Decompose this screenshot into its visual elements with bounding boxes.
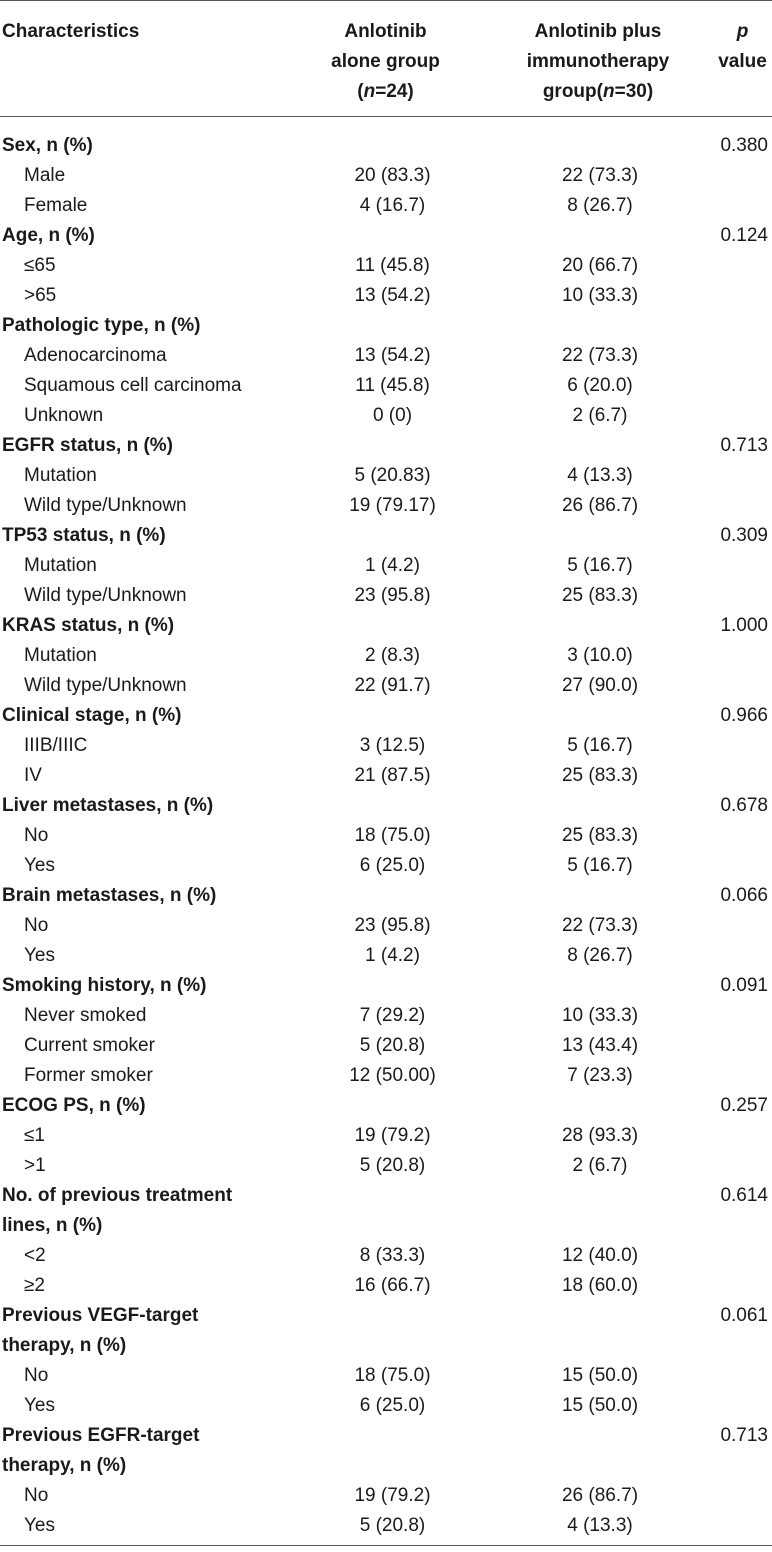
p-value: 0.713 xyxy=(720,1424,768,1446)
p-value xyxy=(713,851,772,881)
row-label: Wild type/Unknown xyxy=(24,674,187,696)
header-row xyxy=(0,1,772,116)
anlotinib-alone-value xyxy=(288,791,483,821)
table-row xyxy=(0,761,772,791)
row-label: Yes xyxy=(24,854,55,876)
anlotinib-plus-value: 6 (20.0) xyxy=(567,374,633,396)
anlotinib-alone-value xyxy=(288,1451,483,1481)
p-value xyxy=(713,641,772,671)
anlotinib-plus-value: 10 (33.3) xyxy=(561,284,639,306)
section-row xyxy=(0,791,772,821)
table-header xyxy=(0,1,772,116)
p-value xyxy=(713,1481,772,1511)
table-row xyxy=(0,191,772,221)
section-row xyxy=(0,1301,772,1331)
row-label: Unknown xyxy=(24,404,104,426)
row-label: ≤65 xyxy=(24,254,56,276)
anlotinib-plus-value: 7 (23.3) xyxy=(567,1064,633,1086)
anlotinib-alone-value xyxy=(288,221,483,251)
anlotinib-plus-value xyxy=(483,221,713,251)
table-row xyxy=(0,581,772,611)
anlotinib-plus-value: 25 (83.3) xyxy=(561,824,639,846)
row-label: Female xyxy=(24,194,88,216)
anlotinib-alone-value: 19 (79.2) xyxy=(354,1124,431,1146)
p-value: 0.309 xyxy=(720,524,768,546)
anlotinib-plus-value: 2 (6.7) xyxy=(572,404,628,426)
section-row xyxy=(0,521,772,551)
anlotinib-plus-value: 26 (86.7) xyxy=(561,1484,639,1506)
table-row xyxy=(0,401,772,431)
anlotinib-alone-value xyxy=(288,1091,483,1121)
row-label: Age, n (%) xyxy=(2,224,95,246)
anlotinib-alone-value: 18 (75.0) xyxy=(354,1364,431,1386)
table-body xyxy=(0,116,772,1545)
anlotinib-alone-value: 5 (20.8) xyxy=(359,1034,426,1056)
anlotinib-alone-value xyxy=(288,1421,483,1451)
table-row xyxy=(0,911,772,941)
table-row xyxy=(0,641,772,671)
p-value xyxy=(713,251,772,281)
p-value xyxy=(713,551,772,581)
p-value: 0.678 xyxy=(720,794,768,816)
row-label: ≤1 xyxy=(24,1124,45,1146)
anlotinib-plus-value xyxy=(483,971,713,1001)
row-label: Previous EGFR-target xyxy=(2,1424,200,1446)
anlotinib-plus-value: 2 (6.7) xyxy=(572,1154,628,1176)
anlotinib-alone-value xyxy=(288,431,483,461)
section-row xyxy=(0,701,772,731)
anlotinib-alone-value xyxy=(288,701,483,731)
p-value xyxy=(713,1151,772,1181)
section-row xyxy=(0,881,772,911)
p-value: 0.380 xyxy=(720,134,768,156)
p-value xyxy=(713,1121,772,1151)
row-label: Squamous cell carcinoma xyxy=(24,374,242,396)
anlotinib-alone-value xyxy=(288,1211,483,1241)
row-label: TP53 status, n (%) xyxy=(2,524,166,546)
section-row xyxy=(0,611,772,641)
p-value xyxy=(713,1271,772,1301)
anlotinib-alone-value xyxy=(288,611,483,641)
p-value xyxy=(713,281,772,311)
table-row xyxy=(0,1481,772,1511)
p-value xyxy=(713,941,772,971)
anlotinib-plus-value xyxy=(483,1091,713,1121)
row-label: No xyxy=(24,1484,49,1506)
row-label: Smoking history, n (%) xyxy=(2,974,207,996)
p-value: 0.713 xyxy=(720,434,768,456)
anlotinib-alone-value xyxy=(288,971,483,1001)
section-row xyxy=(0,1331,772,1361)
row-label: Mutation xyxy=(24,464,97,486)
row-label: Sex, n (%) xyxy=(2,134,93,156)
table-row xyxy=(0,1361,772,1391)
anlotinib-alone-value: 8 (33.3) xyxy=(359,1244,426,1266)
section-row xyxy=(0,1181,772,1211)
section-row xyxy=(0,1421,772,1451)
table-row xyxy=(0,341,772,371)
p-value xyxy=(713,341,772,371)
anlotinib-alone-value: 22 (91.7) xyxy=(354,674,431,696)
anlotinib-plus-value: 12 (40.0) xyxy=(561,1244,639,1266)
row-label: Former smoker xyxy=(24,1064,153,1086)
anlotinib-plus-value: 18 (60.0) xyxy=(561,1274,639,1296)
row-label: ≥2 xyxy=(24,1274,45,1296)
anlotinib-plus-value xyxy=(483,311,713,341)
p-value xyxy=(713,191,772,221)
table-row xyxy=(0,821,772,851)
anlotinib-alone-value: 20 (83.3) xyxy=(354,164,431,186)
p-value xyxy=(713,581,772,611)
row-label: Wild type/Unknown xyxy=(24,584,187,606)
row-label: <2 xyxy=(24,1244,46,1266)
anlotinib-plus-value: 25 (83.3) xyxy=(561,584,639,606)
anlotinib-plus-value xyxy=(483,431,713,461)
anlotinib-alone-value xyxy=(288,881,483,911)
anlotinib-plus-value: 15 (50.0) xyxy=(561,1364,639,1386)
row-label: Adenocarcinoma xyxy=(24,344,167,366)
row-label: Yes xyxy=(0,1511,288,1546)
p-value xyxy=(713,1391,772,1421)
table-row xyxy=(0,281,772,311)
anlotinib-alone-value xyxy=(288,1331,483,1361)
table-row xyxy=(0,731,772,761)
anlotinib-plus-value xyxy=(483,116,713,161)
anlotinib-plus-value: 28 (93.3) xyxy=(561,1124,639,1146)
p-value xyxy=(713,371,772,401)
table-row xyxy=(0,1001,772,1031)
row-label: Mutation xyxy=(24,644,97,666)
anlotinib-plus-value: 13 (43.4) xyxy=(561,1034,639,1056)
table-row xyxy=(0,671,772,701)
anlotinib-alone-value: 19 (79.17) xyxy=(349,494,436,516)
anlotinib-alone-value: 1 (4.2) xyxy=(365,944,420,966)
header-anlotinib-alone: Anlotinib alone group (n=24) xyxy=(288,1,483,116)
p-value xyxy=(713,311,772,341)
table-row xyxy=(0,251,772,281)
table-row xyxy=(0,1391,772,1421)
anlotinib-plus-value xyxy=(483,1211,713,1241)
characteristics-table xyxy=(0,1,772,1546)
p-value xyxy=(713,1241,772,1271)
anlotinib-alone-value: 4 (16.7) xyxy=(359,194,426,216)
anlotinib-alone-value: 12 (50.00) xyxy=(349,1064,436,1086)
row-label: therapy, n (%) xyxy=(2,1334,127,1356)
table-row xyxy=(0,1511,772,1546)
p-value: 0.257 xyxy=(720,1094,768,1116)
anlotinib-plus-value xyxy=(483,1421,713,1451)
anlotinib-alone-value: 3 (12.5) xyxy=(359,734,426,756)
anlotinib-plus-value: 22 (73.3) xyxy=(561,344,639,366)
anlotinib-alone-value: 5 (20.8) xyxy=(288,1511,483,1546)
anlotinib-alone-value: 23 (95.8) xyxy=(354,584,431,606)
p-value xyxy=(713,671,772,701)
p-value xyxy=(713,1361,772,1391)
table-row xyxy=(0,371,772,401)
anlotinib-plus-value: 3 (10.0) xyxy=(567,644,633,666)
anlotinib-plus-value xyxy=(483,1451,713,1481)
row-label: Clinical stage, n (%) xyxy=(2,704,182,726)
header-p-value: p value xyxy=(713,1,772,116)
anlotinib-plus-value: 8 (26.7) xyxy=(567,944,633,966)
section-row xyxy=(0,311,772,341)
table-row xyxy=(0,1241,772,1271)
p-value xyxy=(713,461,772,491)
section-row xyxy=(0,431,772,461)
anlotinib-alone-value: 18 (75.0) xyxy=(354,824,431,846)
row-label: Yes xyxy=(24,1394,55,1416)
anlotinib-alone-value: 5 (20.8) xyxy=(359,1154,426,1176)
anlotinib-alone-value: 11 (45.8) xyxy=(355,254,430,276)
p-value xyxy=(713,761,772,791)
p-value xyxy=(713,1331,772,1361)
section-row xyxy=(0,1091,772,1121)
header-characteristics: Characteristics xyxy=(0,1,288,116)
row-label: Previous VEGF-target xyxy=(2,1304,199,1326)
anlotinib-alone-value: 19 (79.2) xyxy=(354,1484,431,1506)
p-value xyxy=(713,821,772,851)
anlotinib-alone-value xyxy=(288,1181,483,1211)
anlotinib-plus-value xyxy=(483,1331,713,1361)
row-label: Mutation xyxy=(24,554,97,576)
row-label: EGFR status, n (%) xyxy=(2,434,174,456)
table-row xyxy=(0,1031,772,1061)
anlotinib-plus-value: 4 (13.3) xyxy=(483,1511,713,1546)
row-label: Liver metastases, n (%) xyxy=(2,794,214,816)
anlotinib-plus-value: 25 (83.3) xyxy=(561,764,639,786)
p-value xyxy=(713,911,772,941)
row-label: >1 xyxy=(24,1154,46,1176)
row-label: Brain metastases, n (%) xyxy=(2,884,217,906)
anlotinib-plus-value: 5 (16.7) xyxy=(567,854,633,876)
table-row xyxy=(0,551,772,581)
p-value xyxy=(713,1001,772,1031)
anlotinib-alone-value: 16 (66.7) xyxy=(354,1274,431,1296)
table-row xyxy=(0,1271,772,1301)
section-row xyxy=(0,1451,772,1481)
row-label: Never smoked xyxy=(24,1004,147,1026)
table-row xyxy=(0,941,772,971)
anlotinib-plus-value xyxy=(483,791,713,821)
p-value: 0.066 xyxy=(720,884,768,906)
anlotinib-alone-value: 1 (4.2) xyxy=(365,554,420,576)
row-label: >65 xyxy=(24,284,57,306)
table-row xyxy=(0,1061,772,1091)
anlotinib-plus-value: 22 (73.3) xyxy=(561,914,639,936)
header-anlotinib-plus-immunotherapy: Anlotinib plus immunotherapy group(n=30) xyxy=(483,1,713,116)
anlotinib-plus-value: 4 (13.3) xyxy=(567,464,633,486)
anlotinib-plus-value: 15 (50.0) xyxy=(561,1394,639,1416)
anlotinib-alone-value: 7 (29.2) xyxy=(359,1004,426,1026)
anlotinib-plus-value: 20 (66.7) xyxy=(561,254,639,276)
anlotinib-alone-value: 23 (95.8) xyxy=(354,914,431,936)
row-label: IV xyxy=(24,764,42,786)
row-label: No xyxy=(24,1364,49,1386)
p-value: 0.614 xyxy=(720,1184,768,1206)
anlotinib-alone-value: 2 (8.3) xyxy=(365,644,420,666)
row-label: KRAS status, n (%) xyxy=(2,614,175,636)
anlotinib-alone-value: 13 (54.2) xyxy=(354,344,431,366)
row-label: Male xyxy=(24,164,66,186)
table-row xyxy=(0,161,772,191)
p-value: 0.061 xyxy=(720,1304,768,1326)
p-value: 0.966 xyxy=(720,704,768,726)
row-label: therapy, n (%) xyxy=(2,1454,127,1476)
anlotinib-plus-value: 5 (16.7) xyxy=(567,554,633,576)
p-value: 0.091 xyxy=(720,974,768,996)
anlotinib-plus-value xyxy=(483,521,713,551)
anlotinib-plus-value xyxy=(483,1301,713,1331)
table-row xyxy=(0,1121,772,1151)
anlotinib-plus-value: 5 (16.7) xyxy=(567,734,633,756)
row-label: Yes xyxy=(24,944,55,966)
table-row xyxy=(0,461,772,491)
anlotinib-alone-value: 21 (87.5) xyxy=(354,764,431,786)
anlotinib-plus-value xyxy=(483,611,713,641)
anlotinib-plus-value: 10 (33.3) xyxy=(561,1004,639,1026)
anlotinib-plus-value: 22 (73.3) xyxy=(561,164,639,186)
p-value xyxy=(713,1211,772,1241)
row-label: Pathologic type, n (%) xyxy=(2,314,201,336)
p-value xyxy=(713,1511,772,1546)
anlotinib-alone-value: 6 (25.0) xyxy=(359,1394,426,1416)
anlotinib-alone-value xyxy=(288,521,483,551)
p-value xyxy=(713,1451,772,1481)
p-value: 1.000 xyxy=(720,614,768,636)
anlotinib-alone-value: 13 (54.2) xyxy=(354,284,431,306)
p-value xyxy=(713,731,772,761)
anlotinib-plus-value: 8 (26.7) xyxy=(567,194,633,216)
anlotinib-plus-value xyxy=(483,1181,713,1211)
anlotinib-plus-value: 27 (90.0) xyxy=(561,674,639,696)
table-row xyxy=(0,851,772,881)
row-label: Wild type/Unknown xyxy=(24,494,187,516)
p-value xyxy=(713,491,772,521)
row-label: No xyxy=(24,914,49,936)
anlotinib-alone-value xyxy=(288,116,483,161)
section-row xyxy=(0,1211,772,1241)
section-row xyxy=(0,221,772,251)
anlotinib-alone-value xyxy=(288,1301,483,1331)
row-label: IIIB/IIIC xyxy=(24,734,88,756)
table-row xyxy=(0,491,772,521)
anlotinib-alone-value: 11 (45.8) xyxy=(355,374,430,396)
row-label: Current smoker xyxy=(24,1034,155,1056)
row-label: No. of previous treatment xyxy=(2,1184,233,1206)
p-value: 0.124 xyxy=(720,224,768,246)
section-row xyxy=(0,971,772,1001)
section-row xyxy=(0,116,772,161)
anlotinib-plus-value: 26 (86.7) xyxy=(561,494,639,516)
anlotinib-alone-value: 5 (20.83) xyxy=(354,464,431,486)
anlotinib-plus-value xyxy=(483,881,713,911)
p-value xyxy=(713,1031,772,1061)
row-label: lines, n (%) xyxy=(2,1214,103,1236)
table-row xyxy=(0,1151,772,1181)
row-label: ECOG PS, n (%) xyxy=(2,1094,146,1116)
anlotinib-alone-value: 0 (0) xyxy=(372,404,413,426)
p-value xyxy=(713,161,772,191)
row-label: No xyxy=(24,824,49,846)
p-value xyxy=(713,401,772,431)
anlotinib-alone-value: 6 (25.0) xyxy=(359,854,426,876)
p-value xyxy=(713,1061,772,1091)
anlotinib-plus-value xyxy=(483,701,713,731)
anlotinib-alone-value xyxy=(288,311,483,341)
